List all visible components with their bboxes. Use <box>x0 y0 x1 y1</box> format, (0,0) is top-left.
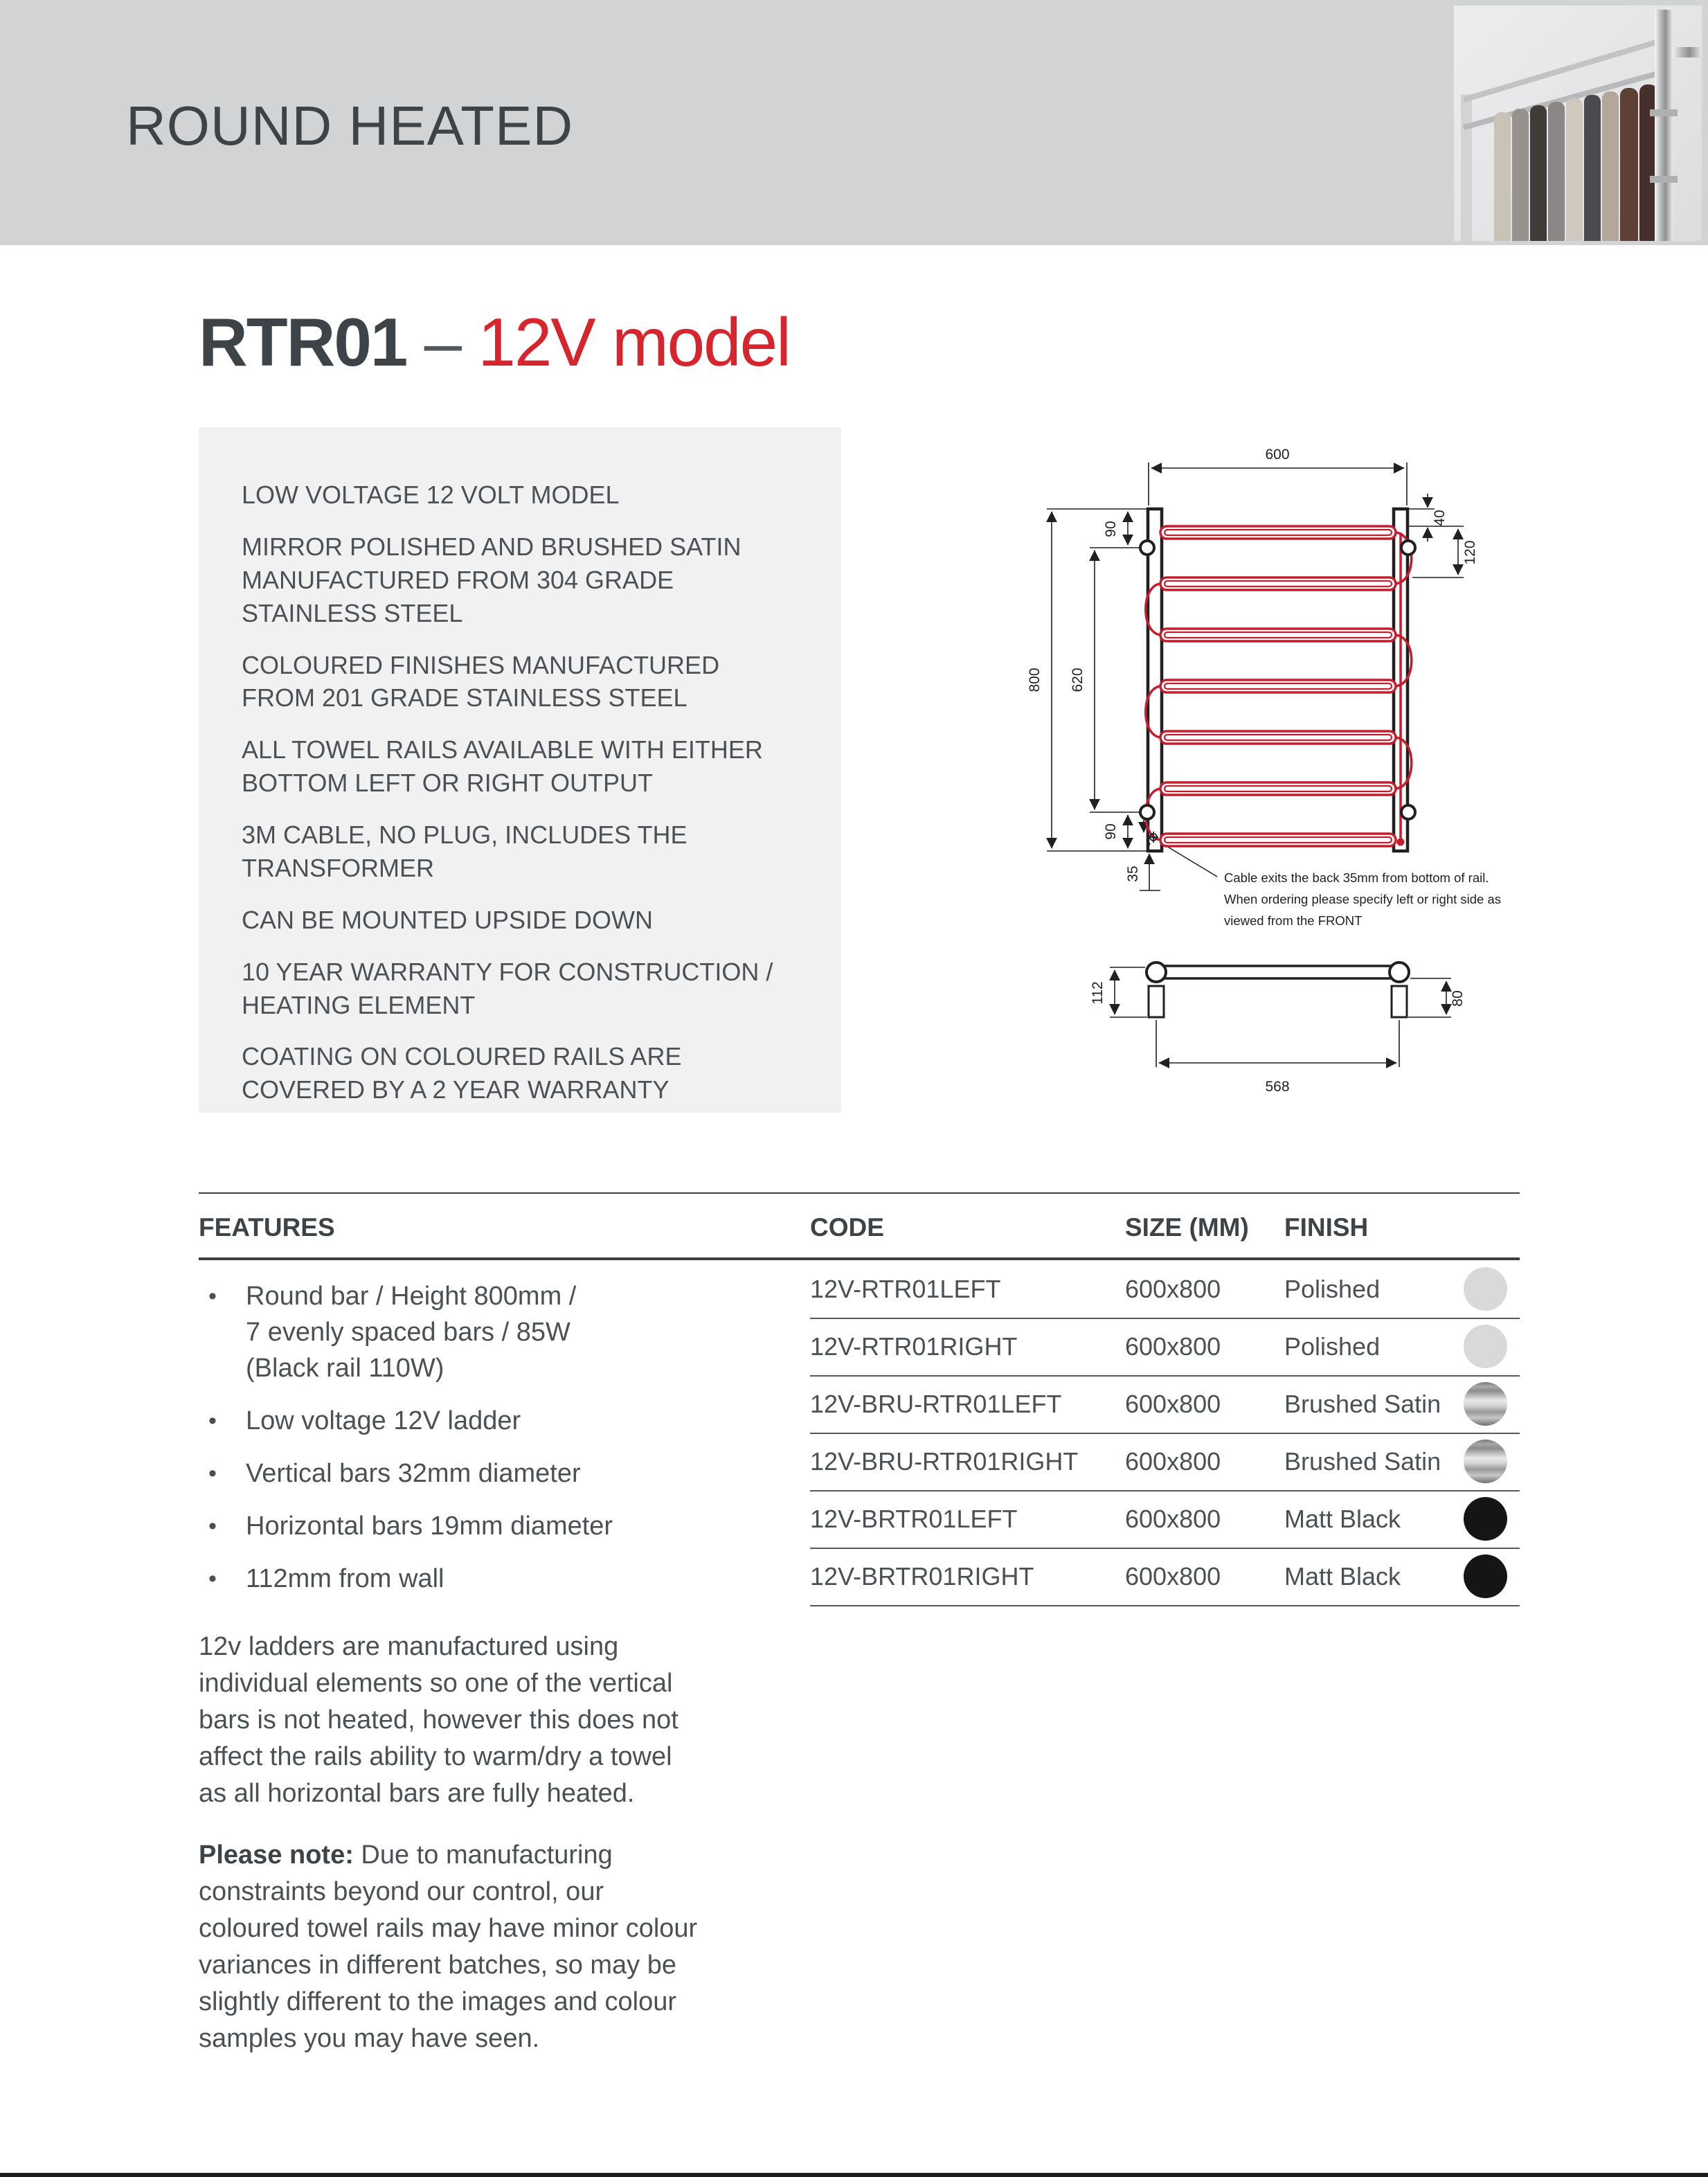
page-title: ROUND HEATED <box>126 95 574 156</box>
svg-text:viewed from the FRONT: viewed from the FRONT <box>1224 913 1363 928</box>
heated-bars <box>1160 526 1396 846</box>
dim-wall-distance: 112 <box>1090 981 1106 1005</box>
dim-bracket-spacing: 568 <box>1265 1079 1290 1095</box>
product-photo-image <box>1454 6 1702 241</box>
note-label: Please note: <box>199 1840 354 1870</box>
product-size: 600x800 <box>1125 1562 1221 1591</box>
table-rule-top <box>199 1192 1520 1194</box>
column-header-finish: FINISH <box>1284 1213 1369 1242</box>
paragraph-note: Please note: Due to manufacturing constraints beyond our control, our coloured towel rails may have minor colour variances in different batches, so may be slightly different to the images and colour samples you may have seen. <box>199 1840 698 2053</box>
description-paragraphs <box>199 1629 863 2057</box>
product-size: 600x800 <box>1125 1390 1221 1418</box>
table-row <box>810 1548 1520 1605</box>
finish-swatch <box>1464 1497 1507 1541</box>
spec-diagram <box>969 428 1544 1113</box>
product-size: 600x800 <box>1125 1447 1221 1476</box>
model-variant: 12V model <box>478 304 790 380</box>
dim-right-top: 40 <box>1432 510 1448 526</box>
product-code: 12V-BRU-RTR01LEFT <box>810 1390 1062 1418</box>
feature-item: COLOURED FINISHES MANUFACTURED FROM 201 GRADE STAINLESS STEEL <box>242 650 720 713</box>
dim-width: 600 <box>1265 447 1290 463</box>
product-size: 600x800 <box>1125 1505 1221 1533</box>
dim-overall-height: 800 <box>1027 668 1043 692</box>
feature-item: MIRROR POLISHED AND BRUSHED SATIN MANUFACTURED FROM 304 GRADE STAINLESS STEEL <box>242 532 741 627</box>
table-row <box>810 1490 1520 1548</box>
dim-bar-spacing: 120 <box>1462 540 1478 565</box>
column-header-code: CODE <box>810 1213 884 1242</box>
dim-top-offset: 90 <box>1103 521 1119 537</box>
table-rule-bottom <box>810 1605 1520 1606</box>
feature-item: 10 YEAR WARRANTY FOR CONSTRUCTION / HEATING ELEMENT <box>242 957 773 1019</box>
finish-swatch <box>1464 1382 1507 1426</box>
finish-swatch <box>1464 1267 1507 1311</box>
feature-item: LOW VOLTAGE 12 VOLT MODEL <box>242 481 620 509</box>
column-header-features: FEATURES <box>199 1213 335 1242</box>
list-item: • Vertical bars 32mm diameter <box>208 1459 581 1488</box>
product-finish: Matt Black <box>1284 1562 1401 1591</box>
finish-swatch <box>1464 1555 1507 1598</box>
svg-text:When ordering please specify l: When ordering please specify left or right side as <box>1224 892 1502 906</box>
feature-item: CAN BE MOUNTED UPSIDE DOWN <box>242 905 654 934</box>
paragraph: 12v ladders are manufactured using individual elements so one of the vertical bars is not heated, however this does not affect the rails ability to warm/dry a towel as all horizontal bars are fully heated. <box>199 1632 678 1808</box>
towel-rail-front-view <box>1140 509 1415 851</box>
dim-bottom-offset: 90 <box>1103 823 1119 840</box>
model-code: RTR01 <box>199 304 407 380</box>
bullet-list <box>199 1278 815 1613</box>
column-header-size: SIZE (MM) <box>1125 1213 1249 1242</box>
footer-rule <box>0 2173 1708 2177</box>
table-row <box>810 1375 1520 1433</box>
feature-item: COATING ON COLOURED RAILS ARE COVERED BY A 2 YEAR WARRANTY <box>242 1042 682 1104</box>
product-code: 12V-BRTR01LEFT <box>810 1505 1018 1533</box>
product-size: 600x800 <box>1125 1275 1221 1303</box>
dim-inner-height: 620 <box>1070 668 1086 692</box>
product-finish: Brushed Satin <box>1284 1447 1441 1476</box>
product-code: 12V-RTR01RIGHT <box>810 1332 1018 1361</box>
towel-rail-top-view <box>1110 962 1451 1067</box>
product-code: 12V-RTR01LEFT <box>810 1275 1001 1303</box>
product-photo <box>1454 6 1702 241</box>
cable-note <box>1224 870 1501 928</box>
table-row <box>810 1433 1520 1490</box>
title-dash <box>406 304 424 380</box>
dim-cable-offset: 35 <box>1125 866 1141 882</box>
product-code: 12V-BRU-RTR01RIGHT <box>810 1447 1079 1476</box>
table-row <box>810 1260 1520 1318</box>
list-item: • Low voltage 12V ladder <box>208 1406 521 1435</box>
finish-swatch <box>1464 1440 1507 1483</box>
header-band <box>0 0 1708 245</box>
product-code: 12V-BRTR01RIGHT <box>810 1562 1034 1591</box>
features-box <box>199 427 841 1113</box>
list-item: • 112mm from wall <box>208 1564 444 1593</box>
product-finish: Polished <box>1284 1275 1381 1303</box>
model-title: RTR01 – 12V model <box>199 304 790 380</box>
table-row <box>810 1318 1520 1375</box>
svg-text:Cable exits the back 35mm from: Cable exits the back 35mm from bottom of rail. <box>1224 870 1489 885</box>
finish-swatch <box>1464 1325 1507 1368</box>
product-size: 600x800 <box>1125 1332 1221 1361</box>
list-item: • Round bar / Height 800mm / 7 evenly spaced bars / 85W (Black rail 110W) <box>208 1282 577 1383</box>
product-finish: Brushed Satin <box>1284 1390 1441 1418</box>
dim-bracket-depth: 80 <box>1450 990 1466 1007</box>
product-finish: Matt Black <box>1284 1505 1401 1533</box>
feature-item: 3M CABLE, NO PLUG, INCLUDES THE TRANSFORMER <box>242 821 687 882</box>
product-finish: Polished <box>1284 1332 1381 1361</box>
list-item: • Horizontal bars 19mm diameter <box>208 1512 613 1541</box>
feature-item: ALL TOWEL RAILS AVAILABLE WITH EITHER BOTTOM LEFT OR RIGHT OUTPUT <box>242 735 763 798</box>
